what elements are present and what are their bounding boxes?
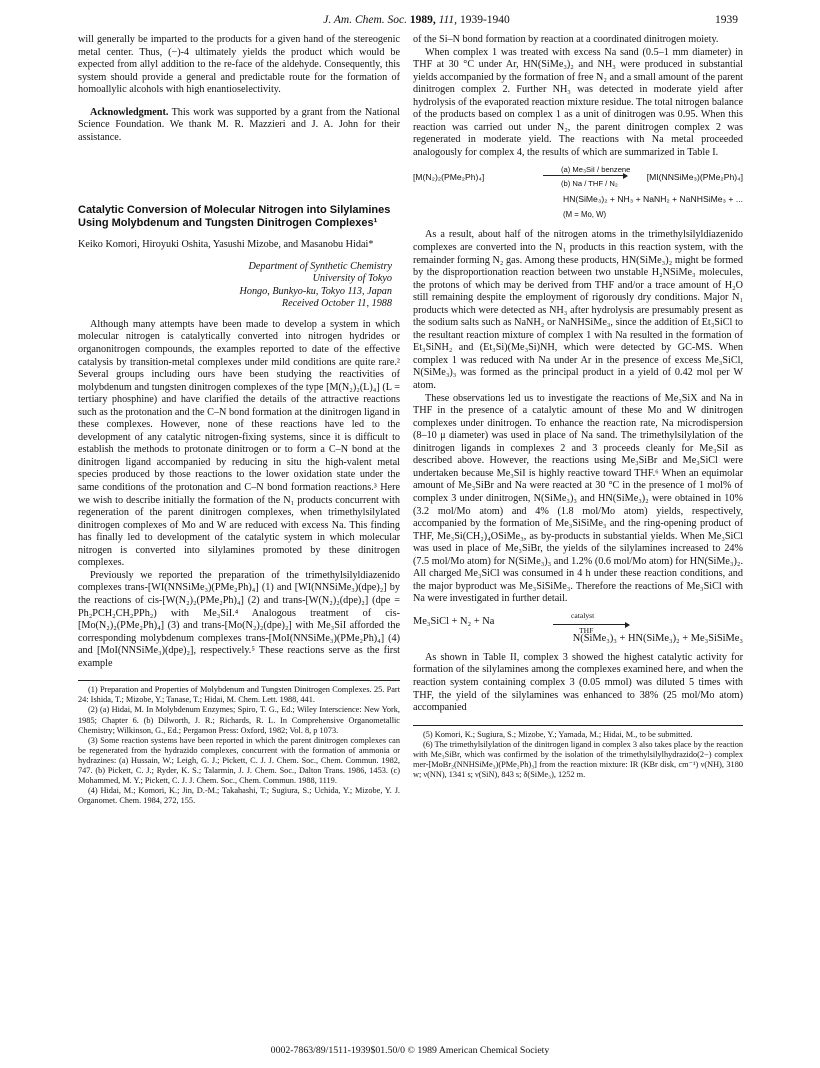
right-footnotes — [413, 725, 743, 780]
affiliation-department: Department of Synthetic Chemistry — [248, 260, 392, 272]
affiliation — [78, 261, 400, 299]
scheme-metal-note: (M = Mo, W) — [563, 210, 607, 220]
acknowledgment-body: This work was supported by a grant from the National Science Foundation. We thank M. R. Mazzieri and J. A. John for their assistance. — [78, 106, 400, 143]
left-footnotes — [78, 680, 400, 806]
right-paragraph-5: As shown in Table II, complex 3 showed the highest catalytic activity for formation of the silylamines among the complexes examined here, and when the reaction system containing complex 3 (0.05 mmol) was diluted 5 times with THF, the yield of the silylamines was enhanced to 38% (25 mol/Mo atom) accompanied — [413, 651, 743, 714]
reaction-scheme — [413, 165, 743, 223]
page-footer: 0002-7863/89/1511-1939$01.50/0 © 1989 American Chemical Society — [270, 1045, 550, 1056]
page-number: 1939 — [715, 14, 738, 26]
scheme-condition-b: (b) Na / THF / N₂ — [561, 179, 618, 189]
right-paragraph-2: When complex 1 was treated with excess Na sand (0.5–1 mm diameter) in THF at 30 °C under Ar, HN(SiMe₃)₂ and NH₃ were produced in substantial yields accompanied by the formation of free N₂ and a small amount of the parent dinitrogen complex 2. Further NH₃ was detected in moderate yield after hydrolysis of the evaporated reaction mixture residue. The total nitrogen balance of the products based on complex 1 as a unit of dinitrogen was 0.95. When this reaction was carried out under N₂, the parent dinitrogen complex 2 was regenerated in moderate yield. The reactions with Na metal proceeded analogously for complex 4, the results of which are summarized in Table I. — [413, 46, 744, 158]
affiliation-university: University of Tokyo — [312, 273, 392, 285]
footnote-1: (1) Preparation and Properties of Molybdenum and Tungsten Dinitrogen Complexes. 25. Part 24: Ishida, T.; Mizobe, Y.; Tanase, T.; Hidai, M. Chem. Lett. 1988, 441. — [78, 685, 400, 705]
acknowledgment — [78, 107, 400, 145]
left-column — [78, 34, 400, 806]
scheme-product-1: [MI(NNSiMe₃)(PMe₂Ph)₄] — [646, 172, 743, 183]
running-head — [78, 14, 738, 26]
equation-catalyst: catalyst — [571, 610, 595, 620]
left-paragraph-1: will generally be imparted to the products for a given hand of the stereogenic metal center. Thus, (−)-4 ultimately yields the product which would be expected from allyl addition to the re-face of the aldehyde. Consequently, this system should provide a general and predictable route for the formation of homoallylic alcohols with high enantioselectivity. — [78, 34, 400, 96]
article-title: Catalytic Conversion of Molecular Nitrogen into Silylamines Using Molybdenum and Tungsten Dinitrogen Complexes¹ — [78, 204, 391, 230]
footnote-2: (2) (a) Hidai, M. In Molybdenum Enzymes; Spiro, T. G., Ed.; Wiley Interscience: New York, 1985; Chapter 6. (b) Dilworth, J. R.; Richards, R. L. In Comprehensive Organometallic Chemistry; Wilkinson, G., Ed.; Pergamon Press: Oxford, 1982; Vol. 8, p 1073. — [78, 705, 400, 735]
left-paragraph-2: Although many attempts have been made to develop a system in which molecular nitrogen is catalytically converted into nitrogen hydrides or organonitrogen compounds, the examples reported to date of the effective catalysis by transition-metal complexes under mild conditions are quite rare.² Several groups including ours have been studying the reactivities of molybdenum and tungsten dinitrogen complexes of the type [M(N₂)₂(L)₄] (L = tertiary phosphine) and have clarified the details of the attractive reactions such as the protonation and the C–N bond formation at the dinitrogen ligand in these complexes. However, none of these reactions have led to the development of any catalytic nitrogen-fixing systems, since it is difficult to establish the methods to protonate dinitrogen or to form a C–N bond at the dinitrogen ligand accompanied by reducing in situ the high-valent metal species produced by those reactions to the lower oxidation state under the same conditions of the protonation and C–N bond formation reactions.³ Here we wish to describe initially the formation of the N₁ products concurrent with regeneration of the parent dinitrogen complexes, when trimethylsilylated dinitrogen complexes of Mo and W are reduced with excess Na. This finding has finally led to development of the catalytic system in which molecular nitrogen is converted into silylamines promoted by these dinitrogen complexes. — [78, 318, 400, 569]
right-paragraph-1: of the Si–N bond formation by reaction at a coordinated dinitrogen moiety. — [413, 34, 719, 45]
received-date: Received October 11, 1988 — [281, 298, 392, 310]
right-paragraph-3: As a result, about half of the nitrogen atoms in the trimethylsilyldiazenido complexes are converted into the N₁ products in this reaction system, with the remainder forming N₂ gas. Among these products, HN(SiMe₃)₂ might be formed by the disproportionation reaction between two unstable H₂NSiMe₃ molecules, the protons of which may be derived from THF and/or a trace amount of H₂O still remaining despite the employment of rigorously dry conditions. Major N₁ products which were detected as NH₃ after hydrolysis are presumably present as the sodium salts such as NaNH₂ or NaNHSiMe₃, since the addition of Et₃SiCl to the resultant reaction mixture of complex 1 with Na resulted in the formation of Et₃SiNH₂ and (Et₃Si)(Me₃Si)NH, which were detected by GC-MS. When complex 1 was reduced with Na under Ar in the presence of excess Me₃SiCl, N(SiMe₃)₃ was formed as the principal product in a yield of 0.42 mol per W atom. — [413, 229, 743, 392]
scheme-condition-a: (a) Me₃SiI / benzene — [561, 165, 631, 175]
right-paragraph-4: These observations led us to investigate the reactions of Me₃SiX and Na in THF in the presence of a catalytic amount of these Mo and W dinitrogen complexes under dinitrogen. To enhance the reaction rate, Na microdispersion (8–10 μ diameter) was used in place of Na sand. The trimethylsilylation of the dinitrogen ligands in complexes 2 and 3 proceeds cleanly for Me₃SiI as described above. However, the reactions using Me₃SiBr and Me₃SiCl were undertaken because Me₃SiI is highly reactive toward THF.⁶ When an equimolar amount of Me₃SiBr and Na were reacted at 30 °C in the presence of 1 mol% of complex 3 under dinitrogen, N(SiMe₃)₃ and HN(SiMe₃)₂ were obtained in 10% (3.2 mol/Mo atom) and 4% (1.8 mol/Mo atom) yields, respectively, accompanied by the formation of Me₃SiSiMe₃ and the ring-opening product of THF, Me₃Si(CH₂)₄OSiMe₃, as by-products in substantial yields. When Me₃SiCl was used in place of Me₃SiBr, the yields of the silylamines increased to 24% (7.5 mol/Mo atom) for N(SiMe₃)₃ and 1.2% (0.6 mol/Mo atom) for HN(SiMe₃)₂. All charged Me₃SiCl was consumed in 4 h under these reaction conditions, and the major byproduct was Me₃SiSiMe₃. Therefore the reactions of Me₃SiCl with Na were investigated in further detail. — [413, 392, 743, 605]
article-authors: Keiko Komori, Hiroyuki Oshita, Yasushi Mizobe, and Masanobu Hidai* — [78, 239, 374, 251]
footnote-6: (6) The trimethylsilylation of the dinitrogen ligand in complex 3 also takes place by the reaction with Me₃SiBr, which was confirmed by the isolation of the trimethylsilylhydrazido(2−) complex mer-[MoBr₂(NNHSiMe₃)(PMe₂Ph)₃] from the reaction mixture: IR (KBr disk, cm⁻¹) ν(NH), 3180 w; ν(NN), 1341 s; ν(SiN), 843 s; δ(SiMe₃), 1252 m. — [413, 739, 743, 779]
left-paragraph-3: Previously we reported the preparation of the trimethylsilyldiazenido complexes trans-[WI(NNSiMe₃)(PMe₂Ph)₄] (1) and [WI(NNSiMe₃)(dpe)₂] by the reactions of cis-[W(N₂)₂(PMe₂Ph)₄] (2) and trans-[W(N₂)₂(dpe)₂] (dpe = Ph₂PCH₂CH₂PPh₂) with Me₃SiI.⁴ Analogous treatment of cis-[Mo(N₂)₂(PMe₂Ph)₄] (3) and trans-[Mo(N₂)₂(dpe)₂] with Me₃SiI afforded the corresponding molybdenum complexes trans-[MoI(NNSiMe₃)(PMe₂Ph)₄] (4) and [MoI(NNSiMe₃)(dpe)₂], respectively.⁵ These reactions serve as the first example — [78, 569, 400, 669]
footnote-5: (5) Komori, K.; Sugiura, S.; Mizobe, Y.; Yamada, M.; Hidai, M., to be submitted. — [423, 729, 693, 739]
equation-lhs: Me₃SiCl + N₂ + Na — [413, 615, 495, 627]
affiliation-address: Hongo, Bunkyo-ku, Tokyo 113, Japan — [239, 285, 392, 297]
journal-name: J. Am. Chem. Soc. — [323, 14, 408, 26]
header-left — [78, 14, 118, 26]
right-column — [413, 34, 743, 780]
journal-year: 1989, — [409, 14, 436, 26]
reaction-equation — [413, 612, 743, 646]
scheme-arrow — [543, 175, 627, 176]
equation-solvent: THF — [579, 625, 594, 635]
journal-pages: 1939-1940 — [459, 14, 510, 26]
journal-volume: 111, — [438, 14, 458, 26]
footnote-3: (3) Some reaction systems have been reported in which the parent dinitrogen complexes can be regenerated from the hydrazido complexes, concurrent with the formation of ammonia or hydrazines: (a) Hussain, W.; Leigh, G. J.; Pickett, C. J. J. Chem. Soc., Chem. Commun. 1982, 747. (b) Pickett, C. J.; Ryder, K. S.; Talarmin, J. J. Chem. Soc., Dalton Trans. 1986, 1453. (c) Mohammed, M. Y.; Pickett, C. J. J. Chem. Soc., Chem. Commun. 1988, 1119. — [78, 735, 400, 786]
footnote-4: (4) Hidai, M.; Komori, K.; Jin, D.-M.; Takahashi, T.; Sugiura, S.; Uchida, Y.; Mizobe, Y. J. Organomet. Chem. 1984, 272, 155. — [78, 786, 400, 806]
journal-citation — [118, 14, 715, 26]
scheme-products-2: HN(SiMe₃)₂ + NH₃ + NaNH₂ + NaNHSiMe₃ + ... — [562, 194, 743, 205]
scheme-reactant: [M(N₂)₂(PMe₂Ph)₄] — [413, 172, 485, 183]
acknowledgment-heading: Acknowledgment. — [90, 106, 169, 118]
equation-rhs: N(SiMe₃)₃ + HN(SiMe₃)₂ + Me₃SiSiMe₃ — [572, 632, 743, 644]
